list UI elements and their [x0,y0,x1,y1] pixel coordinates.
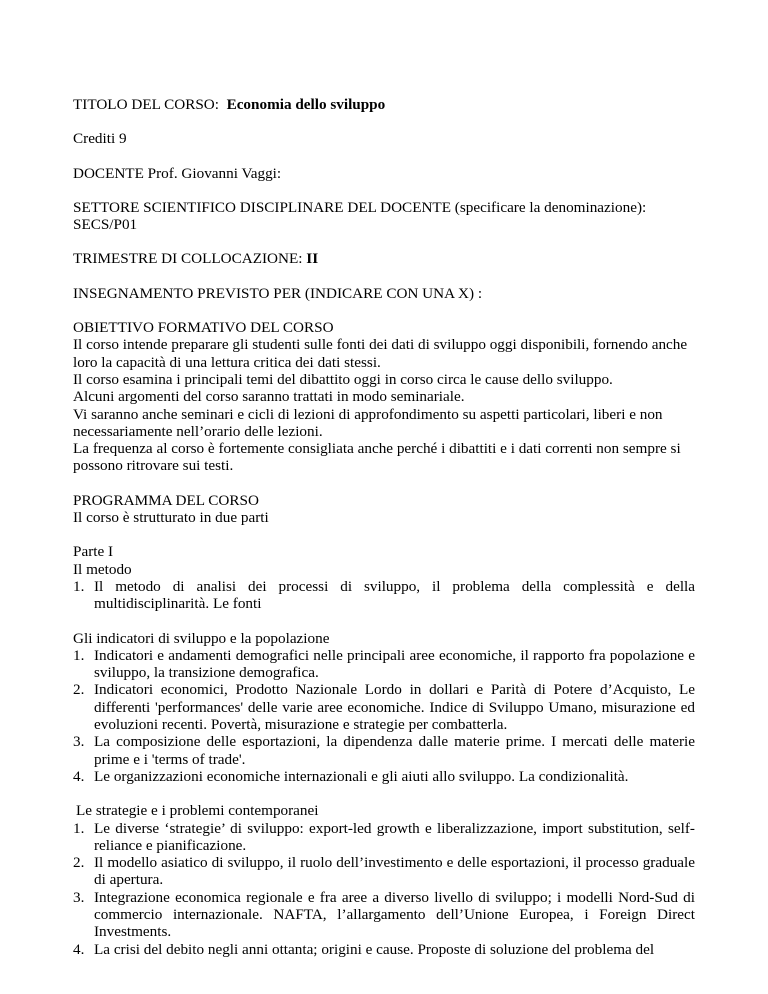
trimester-line [73,250,695,267]
objective-section [73,319,695,475]
trimester-label: TRIMESTRE DI COLLOCAZIONE: [73,250,303,268]
sector-line-1: SETTORE SCIENTIFICO DISCIPLINARE DEL DOCENTE (specificare la denominazione): [73,198,647,216]
list-item [73,889,695,941]
list-item-number: 2. [73,854,85,872]
course-title-value: Economia dello sviluppo [226,96,386,113]
list-item [73,647,695,682]
list-item [73,578,695,613]
program-intro: Il corso è strutturato in due parti [73,509,269,527]
list-item-text: Il metodo di analisi dei processi di sviluppo, il problema della complessità e della multidisciplinarità. Le fonti [94,577,695,613]
list-item-text: Indicatori e andamenti demografici nelle principali aree economiche, il rapporto fra popolazione e sviluppo, la transizione demografica. [94,646,695,682]
list-item-text: La composizione delle esportazioni, la dipendenza dalle materie prime. I mercati delle materie prime e i 'terms of trade'. [94,733,695,768]
intended-for-line: INSEGNAMENTO PREVISTO PER (INDICARE CON UNA X) : [73,284,483,302]
objective-paragraph: Vi saranno anche seminari e cicli di lezioni di approfondimento su aspetti particolari, liberi e non necessariamente nell’orario delle lezioni. [73,405,663,440]
part-title: Parte I [73,543,114,561]
sector-line-2: SECS/P01 [73,216,138,234]
list-item-number: 4. [73,940,85,958]
list-item-text: Integrazione economica regionale e fra aree a diverso livello di sviluppo; i modelli Nord-Sud di commercio internazionale. NAFTA, l’allargamento dell’Unione Europea, i Foreign Direct Investments. [94,888,695,941]
list-item-text: Il modello asiatico di sviluppo, il ruolo dell’investimento e delle esportazioni, il processo graduale di apertura. [94,854,695,889]
list-item-number: 1. [73,577,85,595]
indicators-heading: Gli indicatori di sviluppo e la popolazione [73,629,330,647]
list-item-number: 3. [73,888,85,906]
part-one-section [73,543,695,612]
list-item-text: La crisi del debito negli anni ottanta; origini e cause. Proposte di soluzione del problema del [94,940,655,958]
trimester-value: II [306,250,319,268]
list-item-number: 2. [73,681,85,699]
list-item [73,768,695,785]
course-title-line [73,96,695,113]
objective-paragraph: Il corso esamina i principali temi del dibattito oggi in corso circa le cause dello sviluppo. [73,370,613,388]
indicators-section [73,630,695,786]
list-item-number: 4. [73,767,85,785]
strategies-section [73,802,695,958]
list-item-number: 3. [73,733,85,751]
method-heading: Il metodo [73,560,132,578]
list-item [73,681,695,733]
list-item-text: Le organizzazioni economiche internazionali e gli aiuti allo sviluppo. La condizionalità. [94,767,629,785]
strategies-heading: Le strategie e i problemi contemporanei [76,802,319,820]
teacher-line: DOCENTE Prof. Giovanni Vaggi: [73,164,282,182]
program-section [73,492,695,527]
method-list [73,578,695,613]
list-item-text: Indicatori economici, Prodotto Nazionale Lordo in dollari e Parità di Potere d’Acquisto, Le differenti 'performances' delle varie aree economiche. Indice di Sviluppo Umano, misurazione ed evoluzioni recenti. Povertà, misurazione e strategie per combatterla. [94,681,695,734]
list-item-text: Le diverse ‘strategie’ di sviluppo: export-led growth e liberalizzazione, import substitution, self-reliance e pianificazione. [94,819,695,854]
objective-paragraph: La frequenza al corso è fortemente consigliata anche perché i dibattiti e i dati correnti non sempre si possono ritrovare sui testi. [73,440,681,475]
list-item [73,854,695,889]
strategies-list [73,820,695,958]
course-title-label: TITOLO DEL CORSO: [73,96,219,113]
objective-heading: OBIETTIVO FORMATIVO DEL CORSO [73,319,334,337]
indicators-list [73,647,695,785]
document-page [73,96,695,975]
list-item-number: 1. [73,646,85,664]
program-heading: PROGRAMMA DEL CORSO [73,491,259,509]
objective-paragraph: Alcuni argomenti del corso saranno trattati in modo seminariale. [73,388,465,406]
objective-paragraph: Il corso intende preparare gli studenti sulle fonti dei dati di sviluppo oggi disponibili, fornendo anche loro la capacità di una lettura critica dei dati stessi. [73,336,688,371]
sector-block [73,199,695,234]
list-item [73,941,695,958]
list-item-number: 1. [73,819,85,837]
credits-line: Crediti 9 [73,130,127,148]
list-item [73,820,695,855]
list-item [73,733,695,768]
